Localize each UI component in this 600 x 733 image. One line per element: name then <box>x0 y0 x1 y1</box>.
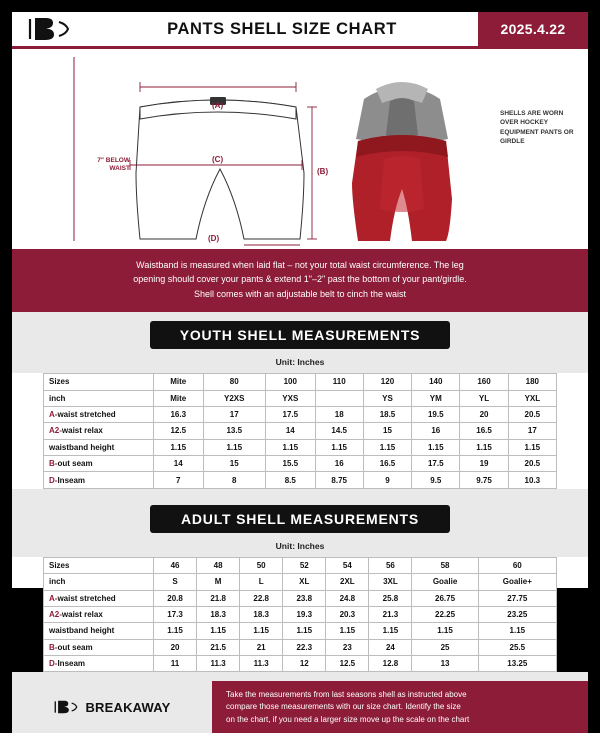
brand-logo <box>12 12 86 46</box>
dim-label-a: (A) <box>212 101 224 110</box>
table-cell <box>315 390 363 406</box>
footer-line-2: compare those measurements with our size chart. Identify the size <box>226 702 461 712</box>
table-cell: 13.5 <box>203 423 266 439</box>
row-label: B-out seam <box>44 639 154 655</box>
row-label: A2-waist relax <box>44 606 154 622</box>
shell-usage-note: SHELLS ARE WORN OVER HOCKEY EQUIPMENT PANTS OR GIRDLE <box>500 110 574 146</box>
table-cell: 160 <box>460 374 508 390</box>
table-cell: Mite <box>154 374 204 390</box>
table-cell: 2XL <box>326 574 369 590</box>
table-cell: 60 <box>478 557 556 573</box>
table-cell: 14 <box>266 423 316 439</box>
table-cell: 1.15 <box>478 623 556 639</box>
table-cell: 20.5 <box>508 406 556 422</box>
breakaway-b-logo-icon <box>53 697 79 717</box>
table-cell: M <box>197 574 240 590</box>
table-cell: 1.15 <box>412 623 478 639</box>
pants-shell-diagram <box>12 49 588 249</box>
table-cell: 17 <box>203 406 266 422</box>
table-cell: 46 <box>154 557 197 573</box>
chart-date: 2025.4.22 <box>478 12 588 46</box>
table-cell: 25 <box>412 639 478 655</box>
table-cell: L <box>240 574 283 590</box>
table-cell: 1.15 <box>283 623 326 639</box>
table-row <box>44 456 557 472</box>
row-label-code: A- <box>49 593 58 603</box>
table-cell: 16 <box>412 423 460 439</box>
table-cell: 50 <box>240 557 283 573</box>
table-cell: 24.8 <box>326 590 369 606</box>
table-cell: 12.5 <box>326 656 369 672</box>
table-cell: 21.3 <box>369 606 412 622</box>
row-label: B-out seam <box>44 456 154 472</box>
size-chart-page <box>12 12 588 724</box>
table-cell: 120 <box>363 374 411 390</box>
table-cell: 12 <box>283 656 326 672</box>
table-cell: 22.3 <box>283 639 326 655</box>
table-row <box>44 639 557 655</box>
banner-line-3: Shell comes with an adjustable belt to cinch the waist <box>193 288 407 299</box>
table-cell: 1.15 <box>460 439 508 455</box>
table-cell: Mite <box>154 390 204 406</box>
table-cell: 7 <box>154 472 204 488</box>
table-cell: YL <box>460 390 508 406</box>
table-cell: 25.8 <box>369 590 412 606</box>
table-cell: 54 <box>326 557 369 573</box>
row-label: Sizes <box>44 374 154 390</box>
table-cell: 3XL <box>369 574 412 590</box>
youth-section-header <box>12 312 588 352</box>
table-cell: 9 <box>363 472 411 488</box>
table-row <box>44 374 557 390</box>
banner-line-2: opening should cover your pants & extend 1"–2" past the bottom of your pant/girdle. <box>133 274 467 285</box>
table-cell: 14 <box>154 456 204 472</box>
table-cell: 25.5 <box>478 639 556 655</box>
table-cell: 1.15 <box>412 439 460 455</box>
row-label-code: A2- <box>49 426 62 436</box>
breakaway-b-logo-icon <box>26 16 72 42</box>
table-cell: 8.5 <box>266 472 316 488</box>
row-label: inch <box>44 574 154 590</box>
page-title: PANTS SHELL SIZE CHART <box>86 12 478 46</box>
table-cell: 12.8 <box>369 656 412 672</box>
table-cell: 140 <box>412 374 460 390</box>
table-cell: 18.3 <box>240 606 283 622</box>
table-cell: 110 <box>315 374 363 390</box>
table-cell: 80 <box>203 374 266 390</box>
table-cell: 22.25 <box>412 606 478 622</box>
row-label: A-waist stretched <box>44 590 154 606</box>
table-cell: 21 <box>240 639 283 655</box>
table-cell: 14.5 <box>315 423 363 439</box>
table-cell: 11.3 <box>197 656 240 672</box>
table-cell: YXS <box>266 390 316 406</box>
table-cell: 8 <box>203 472 266 488</box>
adult-unit: Unit: Inches <box>12 536 588 557</box>
dim-label-d-visible: (D) <box>208 234 220 243</box>
table-cell: YXL <box>508 390 556 406</box>
table-cell: 17.5 <box>412 456 460 472</box>
youth-title: YOUTH SHELL MEASUREMENTS <box>150 321 450 349</box>
table-cell: XL <box>283 574 326 590</box>
table-cell: 21.5 <box>197 639 240 655</box>
table-cell: 1.15 <box>326 623 369 639</box>
table-cell: 1.15 <box>154 439 204 455</box>
table-cell: 27.75 <box>478 590 556 606</box>
table-cell: 13.25 <box>478 656 556 672</box>
table-cell: 22.8 <box>240 590 283 606</box>
row-label: A-waist stretched <box>44 406 154 422</box>
table-cell: 9.75 <box>460 472 508 488</box>
table-cell: 26.75 <box>412 590 478 606</box>
table-cell: 20.3 <box>326 606 369 622</box>
table-cell: 16 <box>315 456 363 472</box>
table-cell: 20.5 <box>508 456 556 472</box>
table-cell: 9.5 <box>412 472 460 488</box>
adult-title: ADULT SHELL MEASUREMENTS <box>150 505 450 533</box>
diagram-area <box>12 49 588 249</box>
table-cell: 180 <box>508 374 556 390</box>
row-label-code: B- <box>49 459 58 469</box>
table-cell: 20.8 <box>154 590 197 606</box>
table-cell: 17 <box>508 423 556 439</box>
table-cell: 17.3 <box>154 606 197 622</box>
table-cell: 48 <box>197 557 240 573</box>
youth-unit: Unit: Inches <box>12 352 588 373</box>
table-row <box>44 557 557 573</box>
table-cell: Goalie+ <box>478 574 556 590</box>
table-row <box>44 656 557 672</box>
table-cell: Y2XS <box>203 390 266 406</box>
table-cell: 1.15 <box>363 439 411 455</box>
table-cell: 1.15 <box>315 439 363 455</box>
table-cell: 23 <box>326 639 369 655</box>
footer-brand-name: BREAKAWAY <box>85 699 171 715</box>
row-label: D-Inseam <box>44 656 154 672</box>
table-cell: 19 <box>460 456 508 472</box>
table-cell: 20 <box>154 639 197 655</box>
row-label: waistband height <box>44 439 154 455</box>
table-row <box>44 390 557 406</box>
row-label-code: D- <box>49 659 58 669</box>
table-cell: YS <box>363 390 411 406</box>
row-label: inch <box>44 390 154 406</box>
table-row <box>44 590 557 606</box>
table-cell: 16.5 <box>460 423 508 439</box>
row-label: waistband height <box>44 623 154 639</box>
row-label-code: A2- <box>49 610 62 620</box>
table-row <box>44 423 557 439</box>
youth-measurements-table <box>43 373 557 489</box>
table-cell: 19.3 <box>283 606 326 622</box>
table-cell: 17.5 <box>266 406 316 422</box>
table-cell: 12.5 <box>154 423 204 439</box>
row-label-code: D- <box>49 475 58 485</box>
table-cell: 1.15 <box>369 623 412 639</box>
banner-line-1: Waistband is measured when laid flat – not your total waist circumference. The leg <box>136 260 464 270</box>
table-cell: 23.25 <box>478 606 556 622</box>
adult-measurements-table <box>43 557 557 673</box>
table-cell: 1.15 <box>197 623 240 639</box>
adult-section-header <box>12 496 588 536</box>
table-row <box>44 439 557 455</box>
row-label: Sizes <box>44 557 154 573</box>
table-cell: 21.8 <box>197 590 240 606</box>
table-cell: 23.8 <box>283 590 326 606</box>
page-header <box>12 12 588 46</box>
footer-line-1: Take the measurements from last seasons shell as instructed above <box>226 689 467 699</box>
table-cell: 18.5 <box>363 406 411 422</box>
table-cell: 16.3 <box>154 406 204 422</box>
table-cell: 11 <box>154 656 197 672</box>
table-row <box>44 406 557 422</box>
footer-brand-block <box>12 681 212 733</box>
table-cell: 1.15 <box>203 439 266 455</box>
footer-instructions <box>212 681 588 733</box>
table-cell: S <box>154 574 197 590</box>
row-label-code: B- <box>49 642 58 652</box>
table-cell: 24 <box>369 639 412 655</box>
table-cell: 1.15 <box>266 439 316 455</box>
table-cell: 1.15 <box>240 623 283 639</box>
table-row <box>44 606 557 622</box>
table-cell: 15 <box>363 423 411 439</box>
row-label: A2-waist relax <box>44 423 154 439</box>
table-cell: 1.15 <box>508 439 556 455</box>
table-cell: 11.3 <box>240 656 283 672</box>
table-cell: 19.5 <box>412 406 460 422</box>
youth-table-spacer <box>12 489 588 496</box>
table-cell: 20 <box>460 406 508 422</box>
table-cell: 52 <box>283 557 326 573</box>
table-cell: 15 <box>203 456 266 472</box>
page-footer <box>12 681 588 733</box>
adult-table-spacer <box>12 672 588 681</box>
table-row <box>44 574 557 590</box>
table-cell: 13 <box>412 656 478 672</box>
dim-label-c: (C) <box>212 155 224 164</box>
table-cell: 10.3 <box>508 472 556 488</box>
footer-line-3: on the chart, if you need a larger size move up the scale on the chart <box>226 714 470 724</box>
table-cell: 100 <box>266 374 316 390</box>
table-cell: YM <box>412 390 460 406</box>
table-cell: 18 <box>315 406 363 422</box>
dim-label-b: (B) <box>317 167 329 176</box>
table-cell: 16.5 <box>363 456 411 472</box>
waist-note: 7" BELOW WAIST <box>97 157 130 173</box>
measurement-banner <box>12 249 588 312</box>
row-label: D-Inseam <box>44 472 154 488</box>
table-cell: 15.5 <box>266 456 316 472</box>
table-cell: 58 <box>412 557 478 573</box>
table-row <box>44 472 557 488</box>
table-row <box>44 623 557 639</box>
table-cell: Goalie <box>412 574 478 590</box>
table-cell: 18.3 <box>197 606 240 622</box>
table-cell: 8.75 <box>315 472 363 488</box>
row-label-code: A- <box>49 410 58 420</box>
table-cell: 1.15 <box>154 623 197 639</box>
table-cell: 56 <box>369 557 412 573</box>
